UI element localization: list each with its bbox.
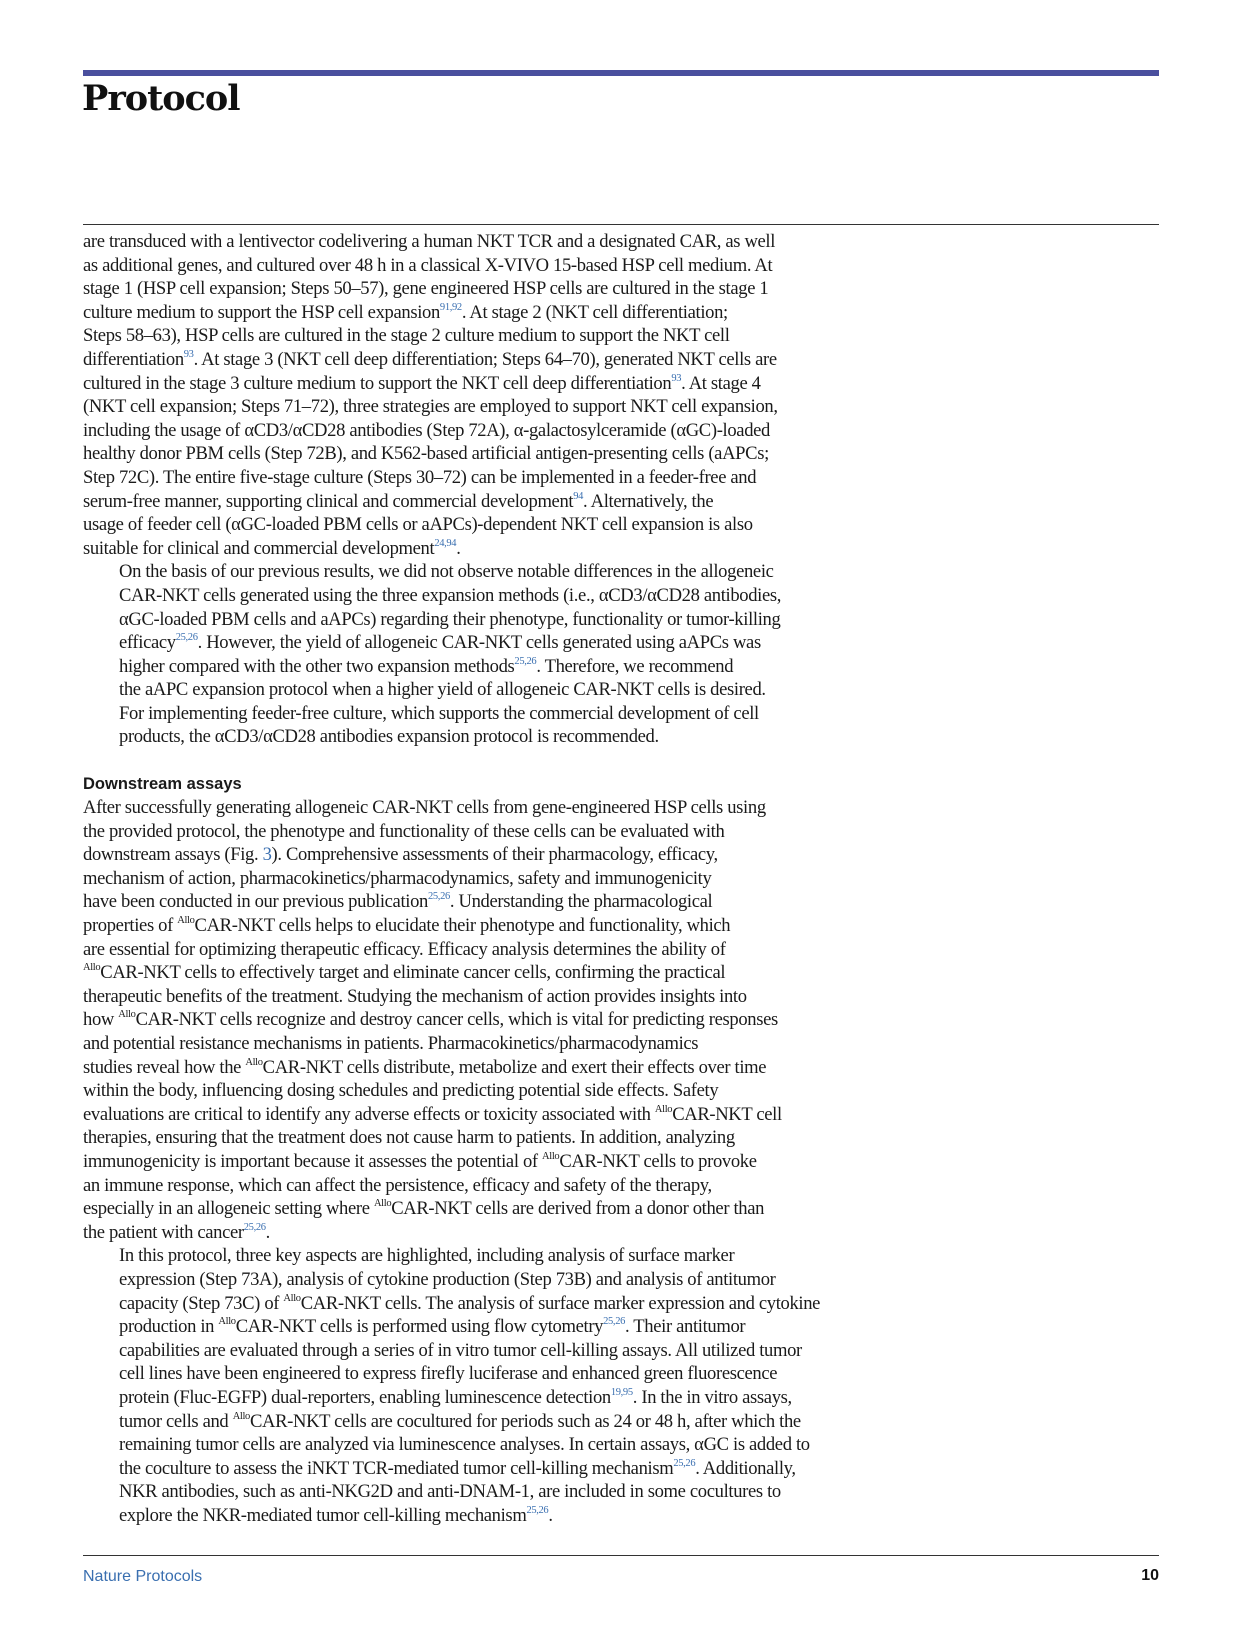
text-line: are essential for optimizing therapeutic efficacy. Efficacy analysis determines the ability of [83, 938, 726, 960]
text-line: especially in an allogeneic setting where $^{Allo}$CAR-NKT cells are derived from a donor other than [83, 1198, 765, 1220]
paragraph [83, 1244, 883, 1527]
paragraph [83, 796, 883, 1244]
text-line: tumor cells and $^{Allo}$CAR-NKT cells are cocultured for periods such as 24 or 48 h, after which the [119, 1410, 801, 1432]
allo-superscript: Allo [177, 915, 195, 927]
text-line: culture medium to support the HSP cell expansion$^{91,92}$. At stage 2 (NKT cell differentiation; [83, 301, 728, 323]
figure-ref-link[interactable]: 3 [262, 844, 272, 866]
text-line: within the body, influencing dosing schedules and predicting potential side effects. Safety [83, 1080, 719, 1102]
text-line: cell lines have been engineered to express firefly luciferase and enhanced green fluorescence [119, 1363, 778, 1385]
citation-ref[interactable]: 25,26 [428, 891, 450, 903]
allo-superscript: Allo [218, 1316, 236, 1328]
text-line: the provided protocol, the phenotype and functionality of these cells can be evaluated with [83, 820, 725, 842]
text-line: (NKT cell expansion; Steps 71–72), three strategies are employed to support NKT cell expansion, [83, 396, 778, 418]
text-line: therapeutic benefits of the treatment. Studying the mechanism of action provides insights into [83, 985, 747, 1007]
text-line: downstream assays (Fig. 3). Comprehensive assessments of their pharmacology, efficacy, [83, 844, 718, 866]
section-heading: Downstream assays [83, 775, 242, 794]
text-line: including the usage of αCD3/αCD28 antibodies (Step 72A), α-galactosylceramide (αGC)-loaded [83, 419, 771, 441]
text-line: evaluations are critical to identify any adverse effects or toxicity associated with $^{Allo}$CAR-NKT cell [83, 1103, 782, 1125]
text-line: After successfully generating allogeneic CAR-NKT cells from gene-engineered HSP cells using [83, 797, 766, 819]
text-line: In this protocol, three key aspects are highlighted, including analysis of surface marker [119, 1245, 735, 1267]
text-line: protein (Fluc-EGFP) dual-reporters, enabling luminescence detection$^{19,95}$. In the in vitro assays, [119, 1386, 792, 1408]
text-line: Steps 58–63), HSP cells are cultured in the stage 2 culture medium to support the NKT cell [83, 325, 730, 347]
text-line: capabilities are evaluated through a series of in vitro tumor cell-killing assays. All utilized tumor [119, 1339, 802, 1361]
citation-ref[interactable]: 25,26 [673, 1457, 696, 1469]
citation-ref[interactable]: 25,26 [526, 1504, 549, 1516]
header-accent-bar [83, 70, 1159, 76]
text-line: immunogenicity is important because it assesses the potential of $^{Allo}$CAR-NKT cells to provoke [83, 1150, 757, 1172]
citation-ref[interactable]: 25,26 [514, 655, 537, 667]
paragraph [83, 560, 883, 749]
text-line: healthy donor PBM cells (Step 72B), and K562-based artificial antigen-presenting cells (aAPCs; [83, 443, 769, 465]
allo-superscript: Allo [118, 1009, 136, 1021]
allo-superscript: Allo [232, 1410, 250, 1422]
text-line: Step 72C). The entire five-stage culture (Steps 30–72) can be implemented in a feeder-free and [83, 466, 757, 488]
text-line: cultured in the stage 3 culture medium to support the NKT cell deep differentiation$^{93}$. At stage 4 [83, 372, 761, 394]
footer-divider [83, 1555, 1159, 1556]
text-line: NKR antibodies, such as anti-NKG2D and anti-DNAM-1, are included in some cocultures to [119, 1481, 781, 1503]
allo-superscript: Allo [283, 1292, 301, 1304]
text-line: are transduced with a lentivector codelivering a human NKT TCR and a designated CAR, as well [83, 231, 776, 252]
text-line: higher compared with the other two expansion methods$^{25,26}$. Therefore, we recommend [119, 655, 734, 677]
text-line: the patient with cancer$^{25,26}$. [83, 1221, 270, 1243]
text-line: how $^{Allo}$CAR-NKT cells recognize and destroy cancer cells, which is vital for predicting responses [83, 1009, 778, 1031]
citation-ref[interactable]: 25,26 [175, 632, 198, 644]
citation-ref[interactable]: 25,26 [603, 1316, 626, 1328]
header-divider [83, 224, 1159, 225]
citation-ref[interactable]: 94 [573, 490, 584, 502]
allo-superscript: Allo [542, 1150, 560, 1162]
paragraph [83, 230, 883, 560]
text-line: capacity (Step 73C) of $^{Allo}$CAR-NKT cells. The analysis of surface marker expression and cytokine [119, 1292, 821, 1314]
text-line: and potential resistance mechanisms in patients. Pharmacokinetics/pharmacodynamics [83, 1033, 699, 1054]
text-line: serum-free manner, supporting clinical and commercial development$^{94}$. Alternatively, the [83, 490, 714, 512]
text-line: properties of $^{Allo}$CAR-NKT cells helps to elucidate their phenotype and functionality, which [83, 915, 731, 937]
text-line: production in $^{Allo}$CAR-NKT cells is performed using flow cytometry$^{25,26}$. Their antitumor [119, 1316, 746, 1338]
text-line: αGC-loaded PBM cells and aAPCs) regarding their phenotype, functionality or tumor-killing [119, 608, 781, 630]
text-line: the coculture to assess the iNKT TCR-mediated tumor cell-killing mechanism$^{25,26}$. Additionally, [119, 1457, 796, 1479]
page-number: 10 [1141, 1567, 1159, 1584]
text-line: remaining tumor cells are analyzed via luminescence analyses. In certain assays, αGC is added to [119, 1434, 810, 1456]
allo-superscript: Allo [245, 1056, 263, 1068]
text-line: an immune response, which can affect the persistence, efficacy and safety of the therapy, [83, 1174, 712, 1196]
allo-superscript: Allo [373, 1198, 392, 1210]
text-line: therapies, ensuring that the treatment does not cause harm to patients. In addition, analyzing [83, 1127, 735, 1149]
section-type-title: Protocol [82, 78, 240, 119]
text-line: differentiation$^{93}$. At stage 3 (NKT cell deep differentiation; Steps 64–70), generated NKT cells are [83, 348, 777, 370]
citation-ref[interactable]: 93 [671, 372, 682, 384]
text-line: products, the αCD3/αCD28 antibodies expansion protocol is recommended. [119, 726, 659, 748]
text-line: explore the NKR-mediated tumor cell-killing mechanism$^{25,26}$. [119, 1504, 553, 1526]
text-line: stage 1 (HSP cell expansion; Steps 50–57), gene engineered HSP cells are cultured in the stage 1 [83, 278, 769, 300]
citation-ref[interactable]: 91,92 [439, 301, 462, 313]
text-line: expression (Step 73A), analysis of cytokine production (Step 73B) and analysis of antitumor [119, 1268, 776, 1290]
allo-superscript: Allo [654, 1103, 673, 1115]
article-body [83, 230, 883, 1527]
text-line: $^{Allo}$CAR-NKT cells to effectively target and eliminate cancer cells, confirming the practical [83, 962, 726, 984]
text-line: as additional genes, and cultured over 48 h in a classical X-VIVO 15-based HSP cell medium. At [83, 254, 773, 276]
text-line: suitable for clinical and commercial development$^{24,94}$. [83, 537, 461, 559]
text-line: efficacy$^{25,26}$. However, the yield of allogeneic CAR-NKT cells generated using aAPCs was [119, 632, 761, 654]
allo-superscript: Allo [83, 962, 101, 974]
text-line: the aAPC expansion protocol when a higher yield of allogeneic CAR-NKT cells is desired. [119, 679, 766, 701]
text-line: studies reveal how the $^{Allo}$CAR-NKT cells distribute, metabolize and exert their effects over time [83, 1056, 767, 1078]
citation-ref[interactable]: 25,26 [243, 1221, 266, 1233]
text-line: On the basis of our previous results, we did not observe notable differences in the allogeneic [119, 561, 774, 583]
text-line: have been conducted in our previous publication$^{25,26}$. Understanding the pharmacological [83, 891, 713, 913]
text-line: mechanism of action, pharmacokinetics/pharmacodynamics, safety and immunogenicity [83, 867, 712, 889]
citation-ref[interactable]: 93 [183, 348, 194, 360]
citation-ref[interactable]: 24,94 [434, 537, 457, 549]
text-line: usage of feeder cell (αGC-loaded PBM cells or aAPCs)-dependent NKT cell expansion is also [83, 514, 753, 536]
journal-name: Nature Protocols [83, 1568, 203, 1585]
text-line: CAR-NKT cells generated using the three expansion methods (i.e., αCD3/αCD28 antibodies, [119, 584, 782, 606]
text-line: For implementing feeder-free culture, which supports the commercial development of cell [119, 702, 759, 724]
citation-ref[interactable]: 19,95 [610, 1386, 633, 1398]
